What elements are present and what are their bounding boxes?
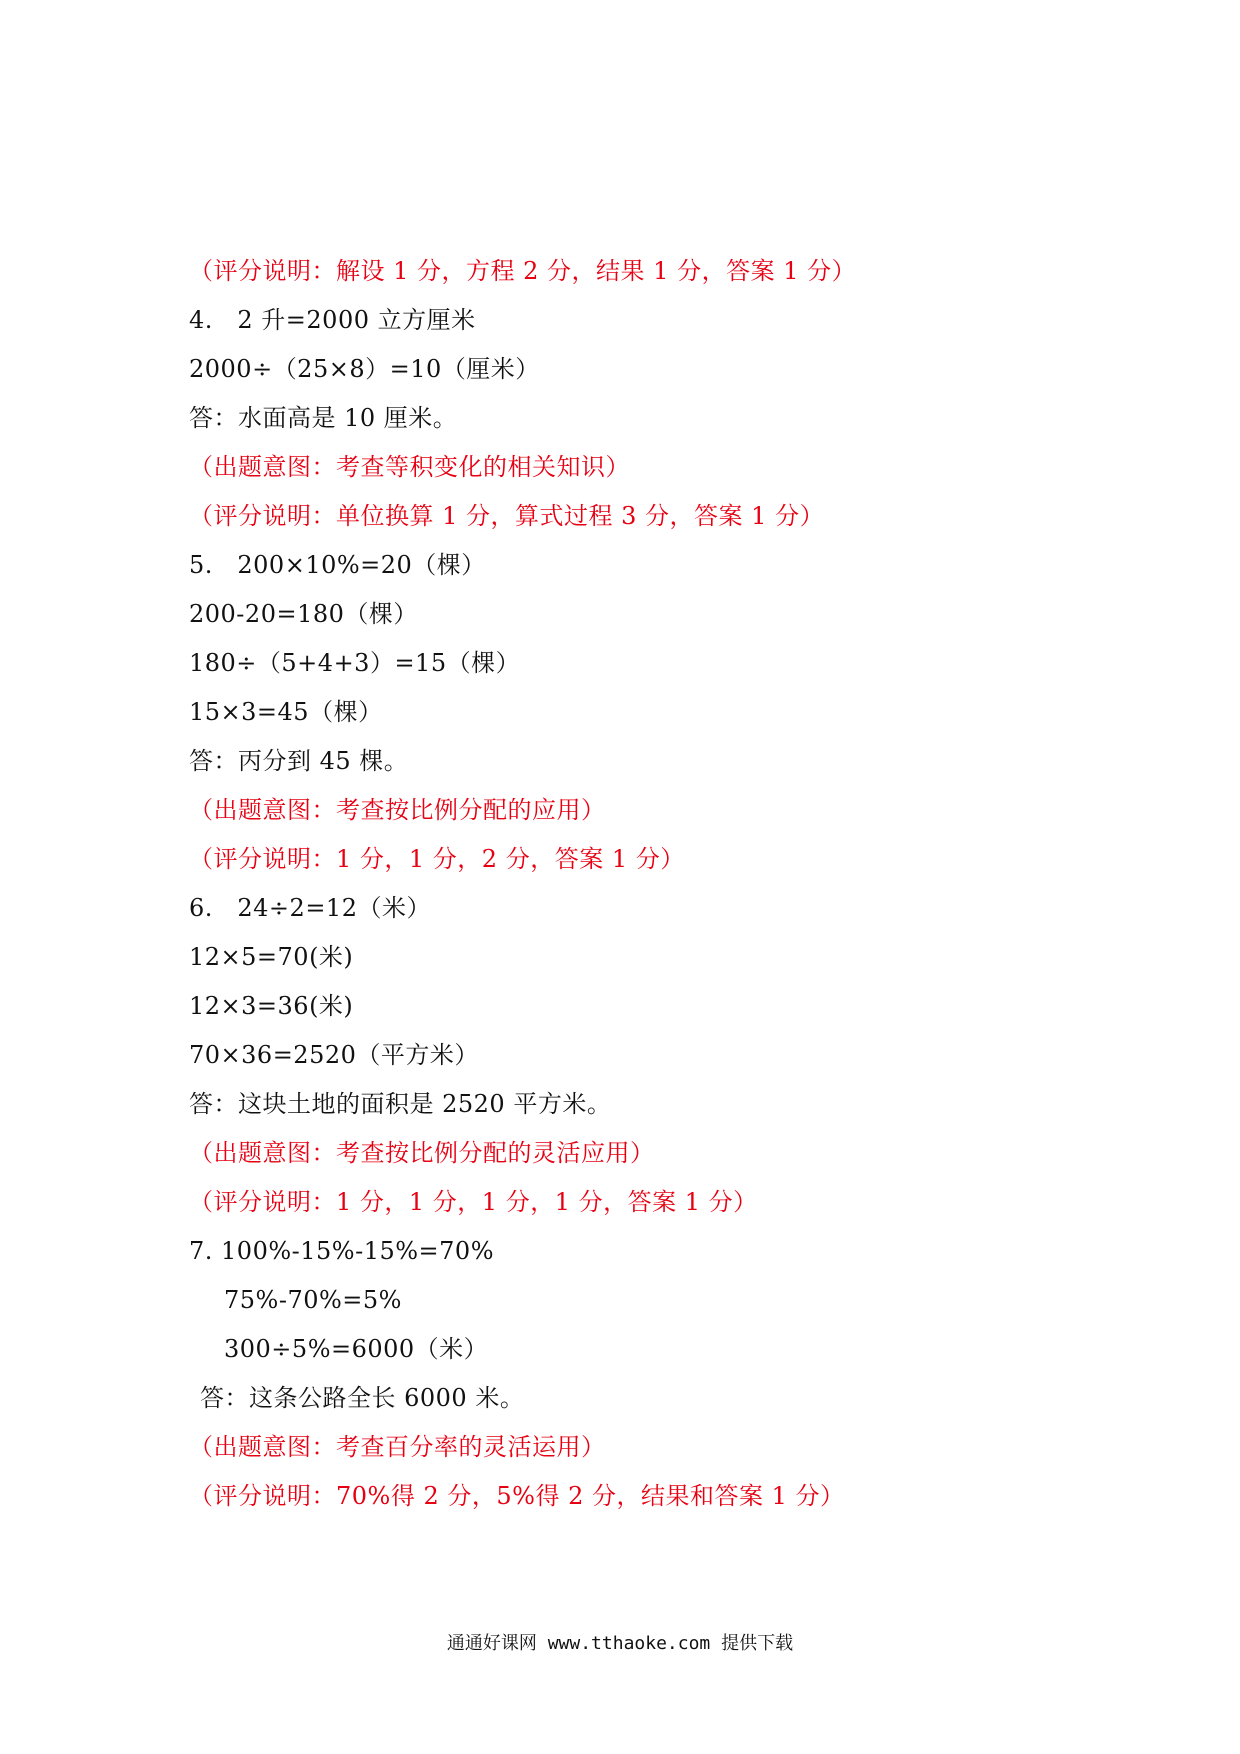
problem-7-step-2: 75%-70%=5% xyxy=(224,1286,402,1314)
problem-6-step-2: 12×5=70(米) xyxy=(189,943,354,971)
problem-4-scoring: （评分说明：单位换算 1 分，算式过程 3 分，答案 1 分） xyxy=(189,502,825,530)
problem-7-scoring: （评分说明：70%得 2 分，5%得 2 分，结果和答案 1 分） xyxy=(189,1482,845,1510)
problem-4-answer: 答：水面高是 10 厘米。 xyxy=(189,404,458,432)
problem-4-step-2: 2000÷（25×8）=10（厘米） xyxy=(189,355,540,383)
problem-5-step-4: 15×3=45（棵） xyxy=(189,698,383,726)
scoring-note-3: （评分说明：解设 1 分，方程 2 分，结果 1 分，答案 1 分） xyxy=(189,257,857,285)
problem-5-step-1: 5. 200×10%=20（棵） xyxy=(189,551,486,579)
problem-7-intent: （出题意图：考查百分率的灵活运用） xyxy=(189,1433,606,1461)
problem-5-step-2: 200-20=180（棵） xyxy=(189,600,418,628)
problem-5-step-3: 180÷（5+4+3）=15（棵） xyxy=(189,649,521,677)
problem-6-scoring: （评分说明：1 分，1 分，1 分，1 分，答案 1 分） xyxy=(189,1188,758,1216)
problem-7-step-3: 300÷5%=6000（米） xyxy=(224,1335,489,1363)
problem-7-answer: 答：这条公路全长 6000 米。 xyxy=(200,1384,525,1412)
problem-4-step-1: 4. 2 升=2000 立方厘米 xyxy=(189,306,476,334)
problem-7-step-1: 7. 100%-15%-15%=70% xyxy=(189,1237,494,1265)
problem-5-answer: 答：丙分到 45 棵。 xyxy=(189,747,409,775)
problem-6-step-4: 70×36=2520（平方米） xyxy=(189,1041,479,1069)
problem-6-answer: 答：这块土地的面积是 2520 平方米。 xyxy=(189,1090,612,1118)
problem-4-intent: （出题意图：考查等积变化的相关知识） xyxy=(189,453,630,481)
page-footer: 通通好课网 www.tthaoke.com 提供下载 xyxy=(446,1633,794,1654)
problem-6-step-3: 12×3=36(米) xyxy=(189,992,354,1020)
problem-5-intent: （出题意图：考查按比例分配的应用） xyxy=(189,796,606,824)
problem-6-step-1: 6. 24÷2=12（米） xyxy=(189,894,431,922)
problem-5-scoring: （评分说明：1 分，1 分，2 分，答案 1 分） xyxy=(189,845,685,873)
problem-6-intent: （出题意图：考查按比例分配的灵活应用） xyxy=(189,1139,655,1167)
